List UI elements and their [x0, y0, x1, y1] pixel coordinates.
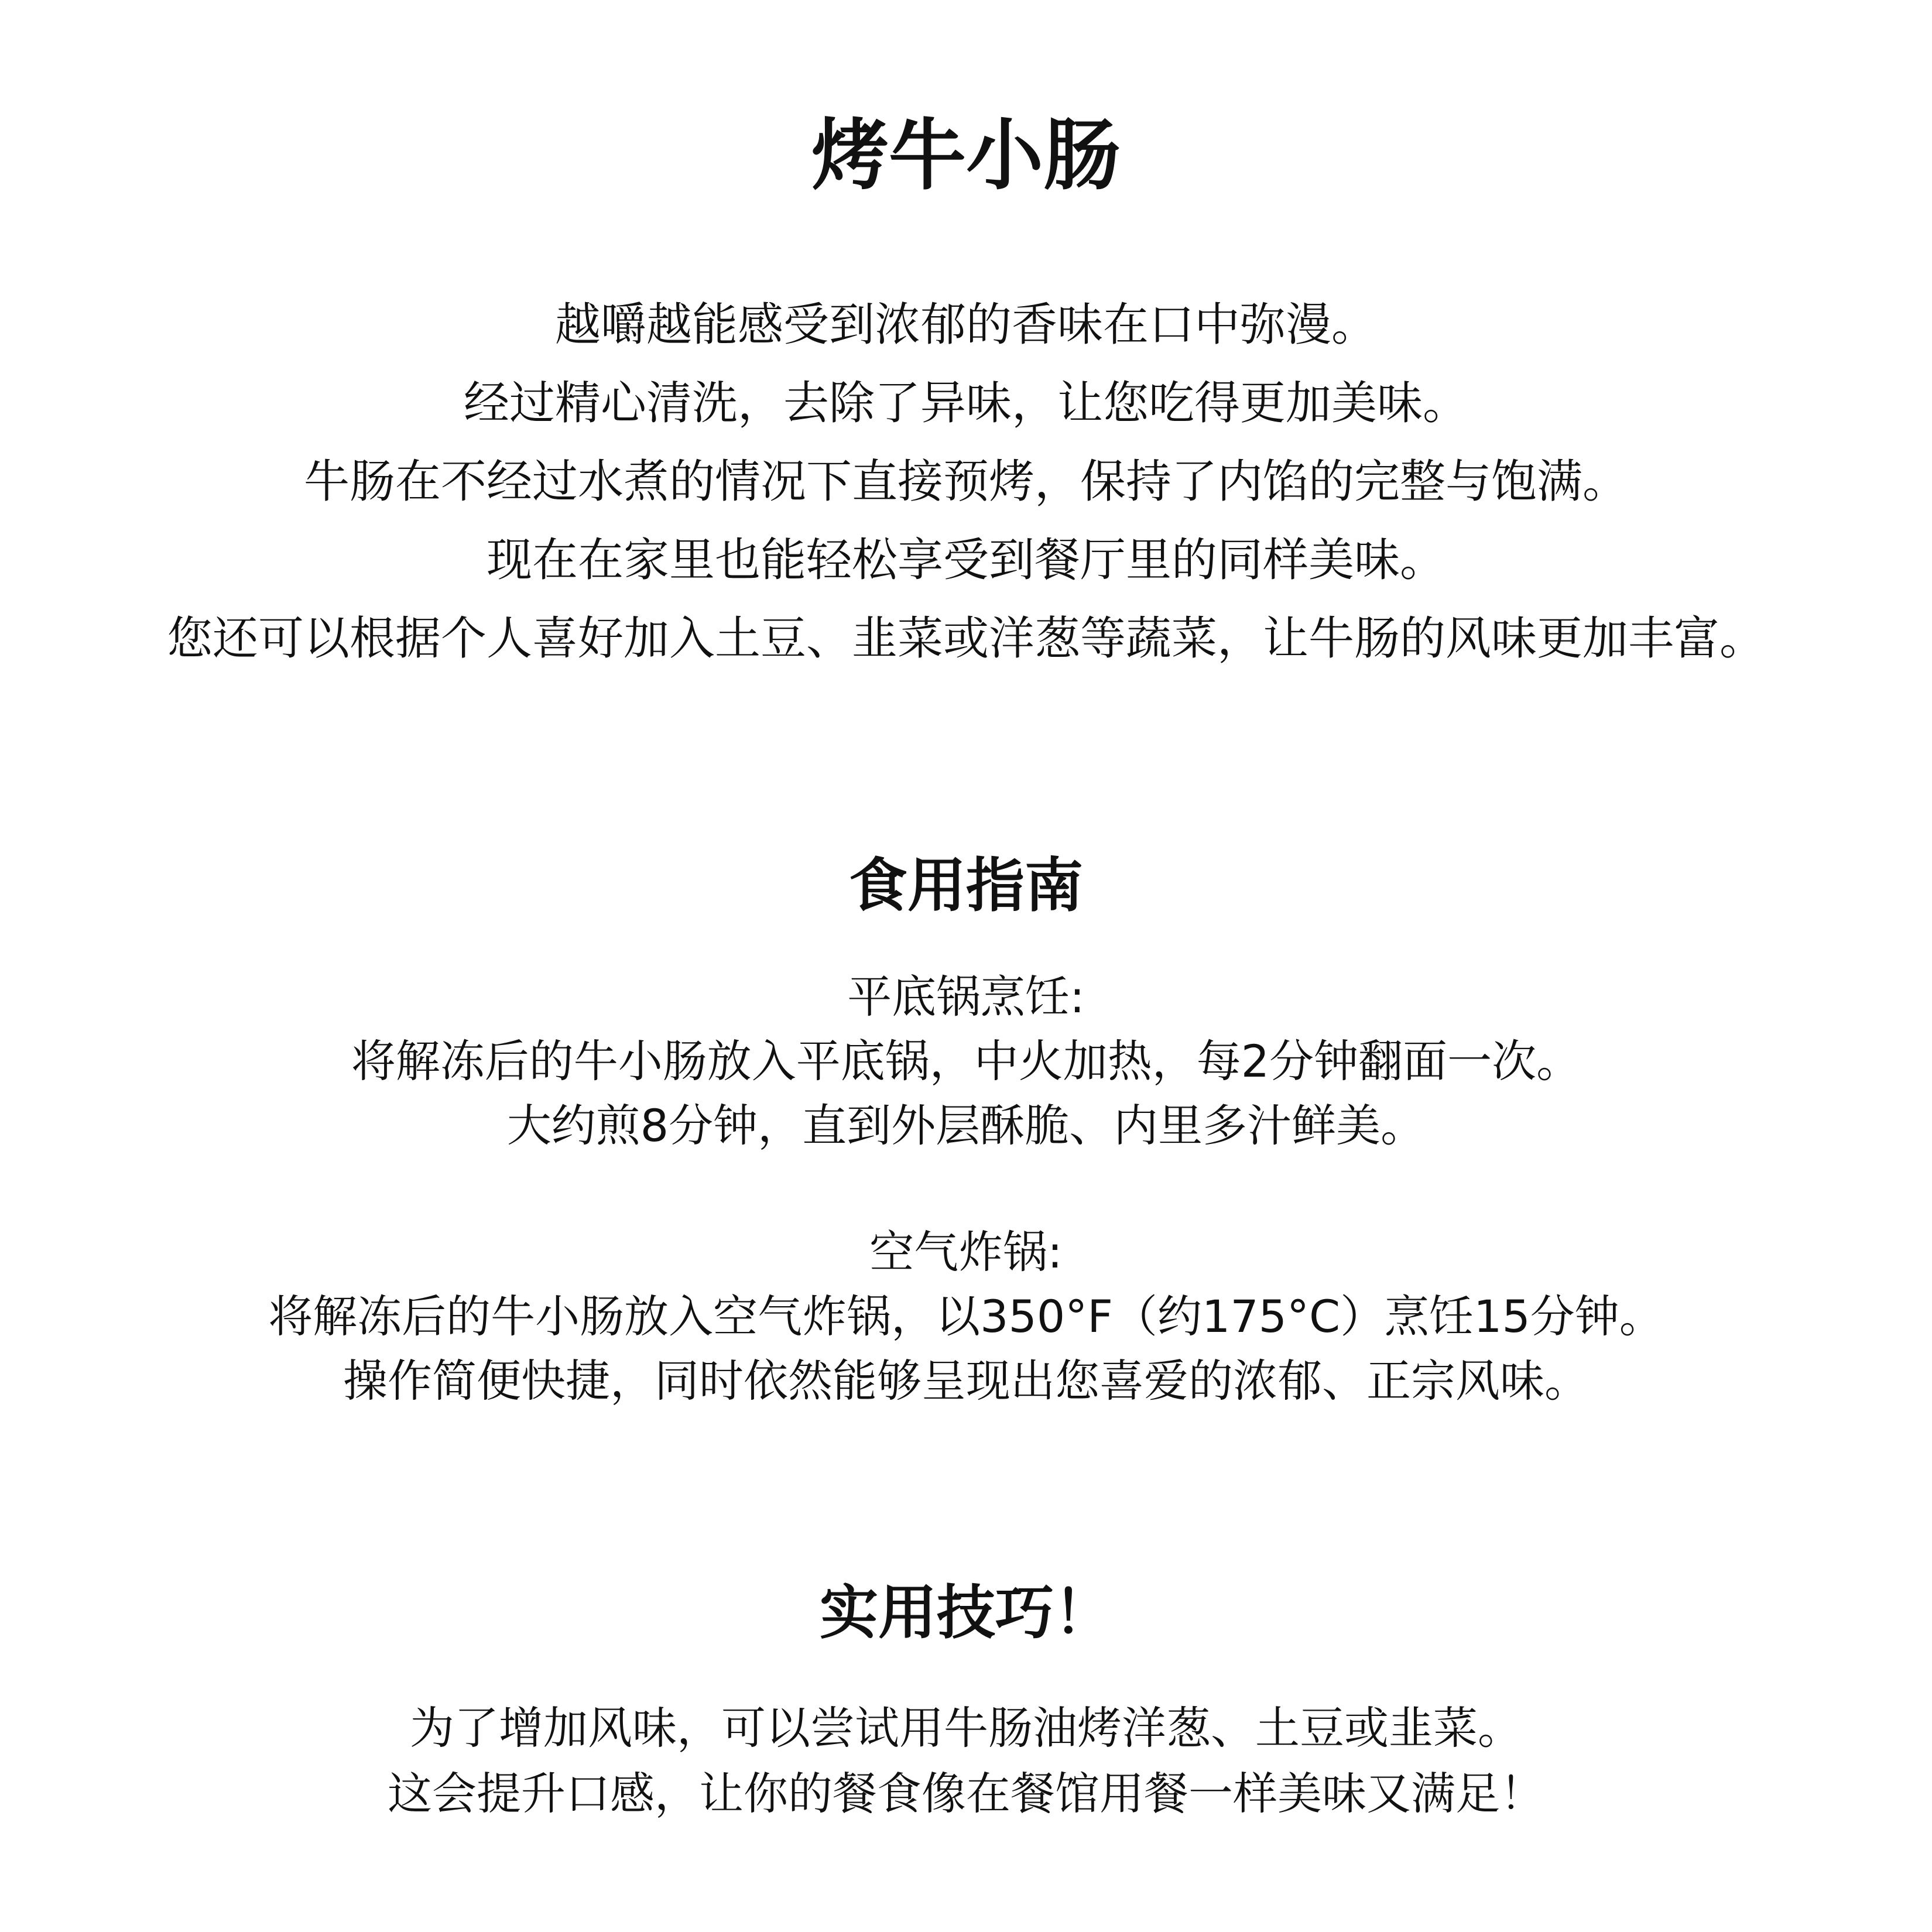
- air-fryer-heading: 空气炸锅:: [869, 1226, 1063, 1278]
- tips-line: 为了增加风味，可以尝试用牛肠油烤洋葱、土豆或韭菜。: [410, 1702, 1522, 1754]
- tips-line: 这会提升口感，让你的餐食像在餐馆用餐一样美味又满足！: [388, 1767, 1544, 1820]
- tips-section: [0, 1695, 1932, 1827]
- air-fryer-section: [0, 1220, 1932, 1413]
- pan-cooking-line: 大约煎8分钟，直到外层酥脆、内里多汁鲜美。: [506, 1099, 1426, 1152]
- intro-line: 牛肠在不经过水煮的情况下直接预烤，保持了内馅的完整与饱满。: [303, 455, 1628, 508]
- pan-cooking-section: [0, 965, 1932, 1158]
- air-fryer-line: 将解冻后的牛小肠放入空气炸锅，以350°F（约175°C）烹饪15分钟。: [268, 1290, 1664, 1342]
- intro-line: 您还可以根据个人喜好加入土豆、韭菜或洋葱等蔬菜，让牛肠的风味更加丰富。: [166, 612, 1765, 665]
- intro-line: 越嚼越能感受到浓郁的香味在口中弥漫。: [554, 299, 1377, 351]
- pan-cooking-heading: 平底锅烹饪:: [847, 971, 1085, 1023]
- intro-line: 现在在家里也能轻松享受到餐厅里的同样美味。: [486, 534, 1445, 587]
- intro-section: [0, 286, 1932, 678]
- tips-title: 实用技巧！: [820, 1578, 1112, 1647]
- intro-line: 经过精心清洗，去除了异味，让您吃得更加美味。: [463, 377, 1468, 430]
- guide-title: 食用指南: [849, 851, 1083, 920]
- pan-cooking-line: 将解冻后的牛小肠放入平底锅，中火加热，每2分钟翻面一次。: [351, 1035, 1581, 1087]
- page-title: 烤牛小肠: [811, 111, 1121, 201]
- air-fryer-line: 操作简便快捷，同时依然能够呈现出您喜爱的浓郁、正宗风味。: [343, 1355, 1589, 1407]
